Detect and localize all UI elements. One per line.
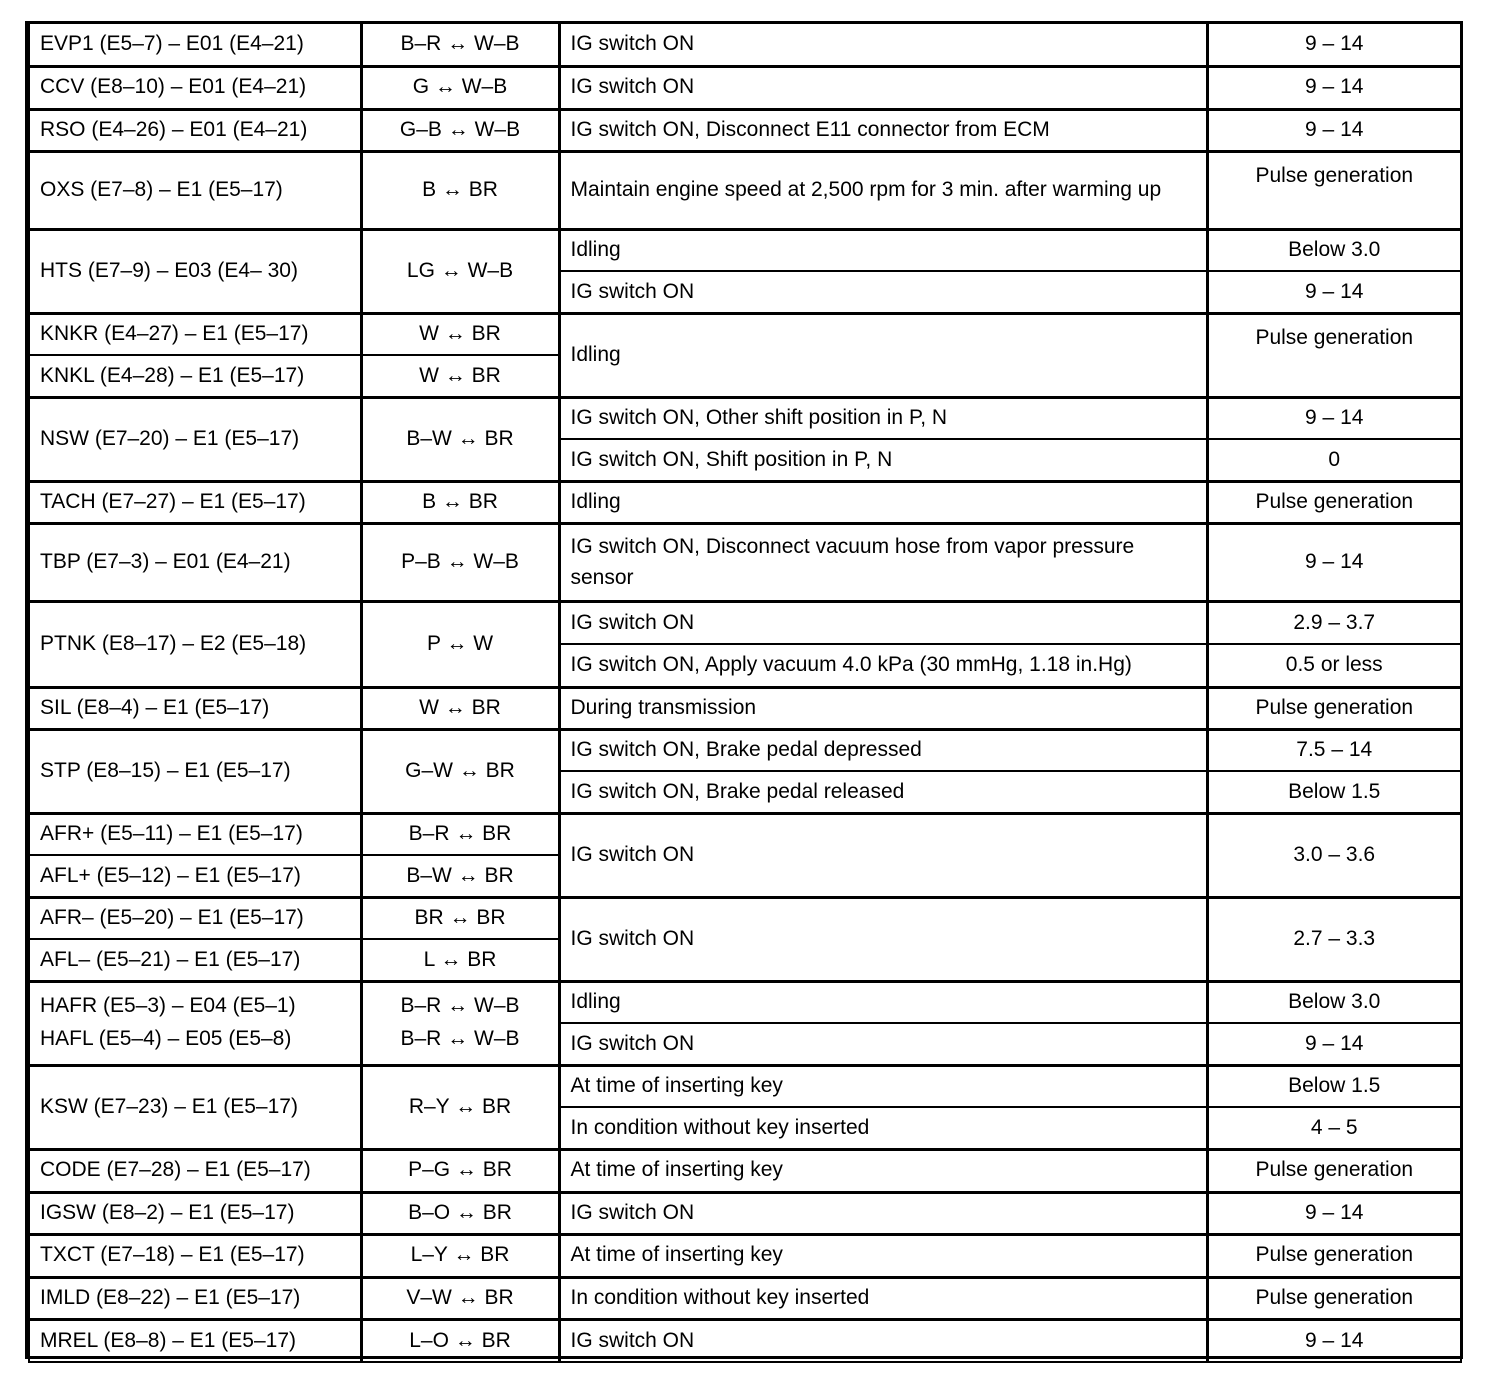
- condition-cell: IG switch ON: [559, 271, 1207, 313]
- wiring-cell: L–O ↔ BR: [361, 1319, 559, 1362]
- terminal-cell: KNKR (E4–27) – E1 (E5–17): [29, 313, 361, 355]
- terminal-cell: SIL (E8–4) – E1 (E5–17): [29, 687, 361, 729]
- terminal-cell: [29, 981, 361, 1065]
- spec-cell: 4 – 5: [1207, 1107, 1461, 1149]
- wiring-cell: P–G ↔ BR: [361, 1149, 559, 1192]
- spec-cell: Below 3.0: [1207, 981, 1461, 1023]
- terminal-cell: TXCT (E7–18) – E1 (E5–17): [29, 1234, 361, 1277]
- spec-cell: Pulse generation: [1207, 687, 1461, 729]
- table-row: [29, 1277, 1461, 1319]
- spec-cell: 2.9 – 3.7: [1207, 601, 1461, 644]
- condition-cell: At time of inserting key: [559, 1065, 1207, 1107]
- wiring-line: B–R ↔ W–B: [400, 1027, 520, 1050]
- condition-cell: At time of inserting key: [559, 1149, 1207, 1192]
- spec-cell: Below 3.0: [1207, 229, 1461, 271]
- terminal-cell: IGSW (E8–2) – E1 (E5–17): [29, 1192, 361, 1234]
- terminal-cell: AFL+ (E5–12) – E1 (E5–17): [29, 855, 361, 897]
- condition-cell: IG switch ON: [559, 1192, 1207, 1234]
- wiring-cell: [361, 981, 559, 1065]
- wiring-cell: B–R ↔ BR: [361, 813, 559, 855]
- wiring-cell: G–W ↔ BR: [361, 729, 559, 813]
- condition-cell: IG switch ON, Brake pedal depressed: [559, 729, 1207, 771]
- condition-cell: IG switch ON: [559, 24, 1207, 66]
- table-row: [29, 109, 1461, 151]
- table-row: [29, 1234, 1461, 1277]
- spec-cell: Below 1.5: [1207, 771, 1461, 813]
- terminal-cell: RSO (E4–26) – E01 (E4–21): [29, 109, 361, 151]
- condition-cell: In condition without key inserted: [559, 1107, 1207, 1149]
- terminal-cell: TACH (E7–27) – E1 (E5–17): [29, 481, 361, 523]
- table-row: [29, 1149, 1461, 1192]
- wiring-cell: B ↔ BR: [361, 481, 559, 523]
- condition-cell: IG switch ON: [559, 1319, 1207, 1362]
- wiring-cell: G ↔ W–B: [361, 66, 559, 109]
- wiring-cell: L ↔ BR: [361, 939, 559, 981]
- terminal-cell: TBP (E7–3) – E01 (E4–21): [29, 523, 361, 601]
- condition-cell: IG switch ON, Disconnect vacuum hose from vapor pressure sensor: [559, 523, 1207, 601]
- condition-cell: IG switch ON, Apply vacuum 4.0 kPa (30 mmHg, 1.18 in.Hg): [559, 644, 1207, 687]
- table-row: [29, 313, 1461, 355]
- table-row: [29, 1065, 1461, 1107]
- condition-cell: Idling: [559, 981, 1207, 1023]
- wiring-cell: V–W ↔ BR: [361, 1277, 559, 1319]
- terminal-cell: CODE (E7–28) – E1 (E5–17): [29, 1149, 361, 1192]
- spec-cell: Pulse generation: [1207, 1234, 1461, 1277]
- wiring-cell: W ↔ BR: [361, 355, 559, 397]
- wiring-cell: B–W ↔ BR: [361, 397, 559, 481]
- spec-cell: 9 – 14: [1207, 66, 1461, 109]
- condition-cell: IG switch ON, Disconnect E11 connector from ECM: [559, 109, 1207, 151]
- wiring-cell: B–W ↔ BR: [361, 855, 559, 897]
- condition-cell: During transmission: [559, 687, 1207, 729]
- table-row: [29, 24, 1461, 66]
- terminal-cell: NSW (E7–20) – E1 (E5–17): [29, 397, 361, 481]
- table-row: [29, 601, 1461, 644]
- terminal-cell: AFR+ (E5–11) – E1 (E5–17): [29, 813, 361, 855]
- table-row: [29, 1319, 1461, 1362]
- spec-cell: Pulse generation: [1207, 1149, 1461, 1192]
- wiring-cell: B ↔ BR: [361, 151, 559, 229]
- spec-cell: Pulse generation: [1207, 481, 1461, 523]
- wiring-cell: B–O ↔ BR: [361, 1192, 559, 1234]
- spec-cell: 0.5 or less: [1207, 644, 1461, 687]
- table-row: [29, 1192, 1461, 1234]
- wiring-cell: LG ↔ W–B: [361, 229, 559, 313]
- terminal-cell: IMLD (E8–22) – E1 (E5–17): [29, 1277, 361, 1319]
- ecm-terminal-table-frame: [25, 21, 1463, 1359]
- table-row: [29, 229, 1461, 271]
- wiring-cell: W ↔ BR: [361, 313, 559, 355]
- table-row: [29, 481, 1461, 523]
- spec-cell: Pulse generation: [1207, 151, 1461, 229]
- table-row: [29, 981, 1461, 1023]
- condition-cell: IG switch ON: [559, 813, 1207, 897]
- wiring-line: B–R ↔ W–B: [400, 994, 520, 1018]
- wiring-cell: P ↔ W: [361, 601, 559, 687]
- spec-cell: 9 – 14: [1207, 397, 1461, 439]
- spec-cell: 0: [1207, 439, 1461, 481]
- condition-cell: In condition without key inserted: [559, 1277, 1207, 1319]
- spec-cell: Pulse generation: [1207, 1277, 1461, 1319]
- spec-cell: 3.0 – 3.6: [1207, 813, 1461, 897]
- terminal-cell: OXS (E7–8) – E1 (E5–17): [29, 151, 361, 229]
- spec-cell: 9 – 14: [1207, 1319, 1461, 1362]
- table-row: [29, 151, 1461, 229]
- terminal-cell: AFL– (E5–21) – E1 (E5–17): [29, 939, 361, 981]
- spec-cell: 9 – 14: [1207, 523, 1461, 601]
- condition-cell: IG switch ON: [559, 66, 1207, 109]
- table-row: [29, 687, 1461, 729]
- table-row: [29, 66, 1461, 109]
- terminal-cell: PTNK (E8–17) – E2 (E5–18): [29, 601, 361, 687]
- spec-cell: 9 – 14: [1207, 271, 1461, 313]
- wiring-cell: G–B ↔ W–B: [361, 109, 559, 151]
- spec-cell: Below 1.5: [1207, 1065, 1461, 1107]
- condition-cell: Idling: [559, 313, 1207, 397]
- terminal-cell: HTS (E7–9) – E03 (E4– 30): [29, 229, 361, 313]
- spec-cell: Pulse generation: [1207, 313, 1461, 397]
- terminal-cell: CCV (E8–10) – E01 (E4–21): [29, 66, 361, 109]
- table-row: [29, 813, 1461, 855]
- wiring-cell: P–B ↔ W–B: [361, 523, 559, 601]
- terminal-cell: KSW (E7–23) – E1 (E5–17): [29, 1065, 361, 1149]
- table-row: [29, 397, 1461, 439]
- terminal-cell: EVP1 (E5–7) – E01 (E4–21): [29, 24, 361, 66]
- spec-cell: 7.5 – 14: [1207, 729, 1461, 771]
- condition-cell: IG switch ON: [559, 601, 1207, 644]
- spec-cell: 9 – 14: [1207, 1023, 1461, 1065]
- condition-cell: IG switch ON: [559, 1023, 1207, 1065]
- spec-cell: 9 – 14: [1207, 109, 1461, 151]
- condition-cell: IG switch ON, Shift position in P, N: [559, 439, 1207, 481]
- wiring-cell: L–Y ↔ BR: [361, 1234, 559, 1277]
- condition-cell: Idling: [559, 481, 1207, 523]
- condition-cell: Maintain engine speed at 2,500 rpm for 3 min. after warming up: [559, 151, 1207, 229]
- terminal-cell: MREL (E8–8) – E1 (E5–17): [29, 1319, 361, 1362]
- spec-cell: 9 – 14: [1207, 1192, 1461, 1234]
- terminal-line: HAFL (E5–4) – E05 (E5–8): [40, 1027, 292, 1050]
- terminal-line: HAFR (E5–3) – E04 (E5–1): [40, 994, 296, 1018]
- table-row: [29, 523, 1461, 601]
- terminal-cell: AFR– (E5–20) – E1 (E5–17): [29, 897, 361, 939]
- table-row: [29, 897, 1461, 939]
- condition-cell: IG switch ON: [559, 897, 1207, 981]
- condition-cell: IG switch ON, Other shift position in P, N: [559, 397, 1207, 439]
- spec-cell: 9 – 14: [1207, 24, 1461, 66]
- spec-cell: 2.7 – 3.3: [1207, 897, 1461, 981]
- condition-cell: At time of inserting key: [559, 1234, 1207, 1277]
- terminal-cell: STP (E8–15) – E1 (E5–17): [29, 729, 361, 813]
- table-row: [29, 729, 1461, 771]
- condition-cell: IG switch ON, Brake pedal released: [559, 771, 1207, 813]
- terminal-cell: KNKL (E4–28) – E1 (E5–17): [29, 355, 361, 397]
- wiring-cell: B–R ↔ W–B: [361, 24, 559, 66]
- ecm-terminal-table: [28, 24, 1462, 1363]
- wiring-cell: R–Y ↔ BR: [361, 1065, 559, 1149]
- condition-cell: Idling: [559, 229, 1207, 271]
- wiring-cell: W ↔ BR: [361, 687, 559, 729]
- wiring-cell: BR ↔ BR: [361, 897, 559, 939]
